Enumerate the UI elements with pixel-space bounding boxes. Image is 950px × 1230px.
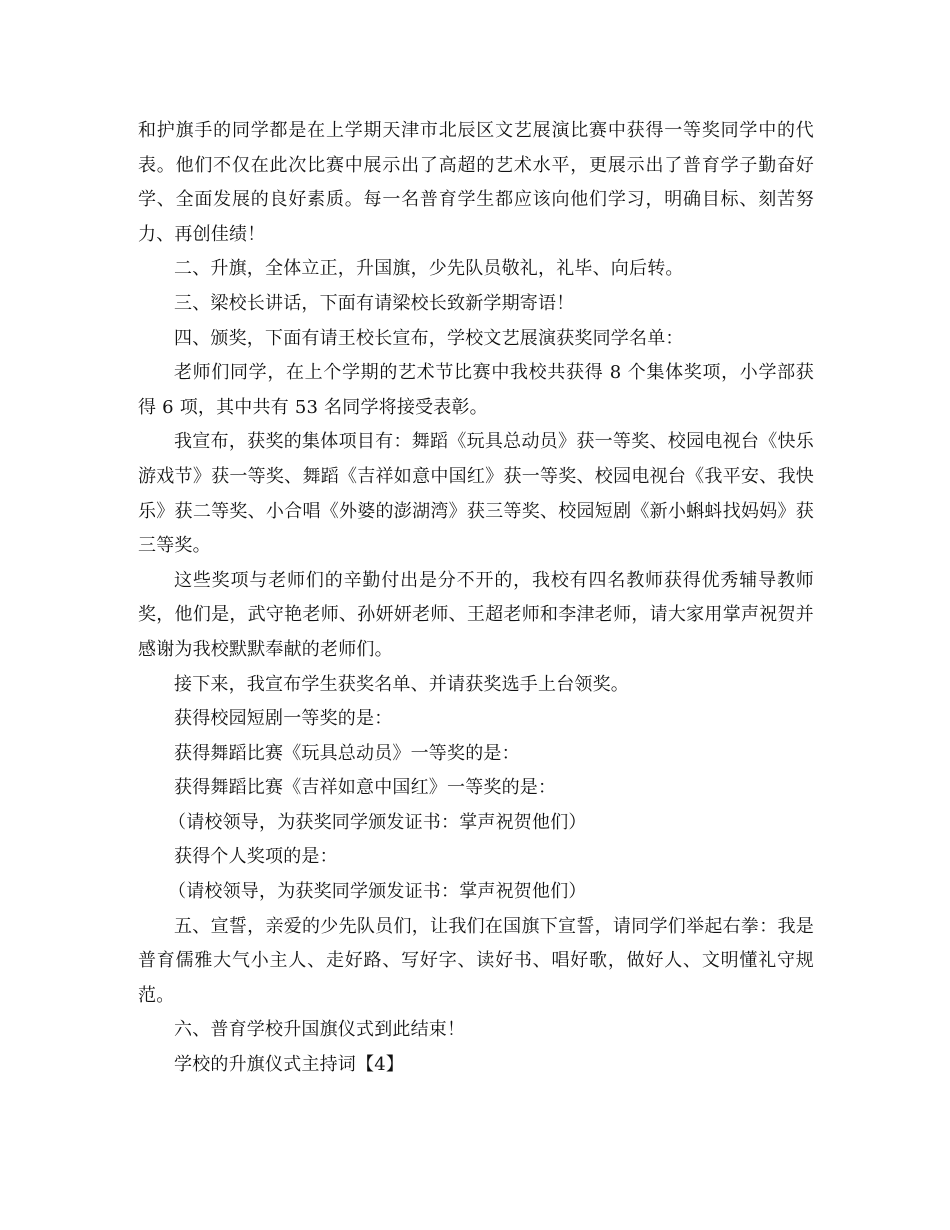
paragraph-section-title: 学校的升旗仪式主持词【4】	[174, 1054, 405, 1076]
paragraph-ceremony-end: 六、普育学校升国旗仪式到此结束！	[174, 1019, 466, 1041]
paragraph-award-summary: 老师们同学，在上个学期的艺术节比赛中我校共获得 8 个集体奖项，小学部获得 6 项，其中共有 53 名同学将接受表彰。	[138, 362, 814, 418]
document-body	[138, 114, 814, 1083]
paragraph-student-awards-intro: 接下来，我宣布学生获奖名单、并请获奖选手上台领奖。	[174, 673, 629, 695]
paragraph-teacher-awards: 这些奖项与老师们的辛勤付出是分不开的，我校有四名教师获得优秀辅导教师奖，他们是，武守艳老师、孙妍妍老师、王超老师和李津老师，请大家用掌声祝贺并感谢为我校默默奉献的老师们。	[138, 569, 814, 660]
paragraph-dance-award-2: 获得舞蹈比赛《吉祥如意中国红》一等奖的是：	[174, 777, 557, 799]
paragraph-certificate-note-1: （请校领导，为获奖同学颁发证书：掌声祝贺他们）	[168, 811, 587, 833]
paragraph-award-representatives: 和护旗手的同学都是在上学期天津市北辰区文艺展演比赛中获得一等奖同学中的代表。他们不仅在此次比赛中展示出了高超的艺术水平，更展示出了普育学子勤奋好学、全面发展的良好素质。每一名普育学生都应该向他们学习，明确目标、刻苦努力、再创佳绩！	[138, 120, 814, 245]
paragraph-oath: 五、宣誓，亲爱的少先队员们，让我们在国旗下宣誓，请同学们举起右拳：我是普育儒雅大气小主人、走好路、写好字、读好书、唱好歌，做好人、文明懂礼守规范。	[138, 915, 814, 1006]
paragraph-drama-award: 获得校园短剧一等奖的是：	[174, 708, 393, 730]
paragraph-award-ceremony: 四、颁奖，下面有请王校长宣布，学校文艺展演获奖同学名单：	[174, 327, 684, 349]
paragraph-certificate-note-2: （请校领导，为获奖同学颁发证书：掌声祝贺他们）	[168, 881, 587, 903]
paragraph-dance-award-1: 获得舞蹈比赛《玩具总动员》一等奖的是：	[174, 742, 520, 764]
paragraph-principal-speech: 三、梁校长讲话，下面有请梁校长致新学期寄语！	[174, 292, 575, 314]
paragraph-individual-awards: 获得个人奖项的是：	[174, 846, 338, 868]
paragraph-group-awards: 我宣布，获奖的集体项目有：舞蹈《玩具总动员》获一等奖、校园电视台《快乐游戏节》获一等奖、舞蹈《吉祥如意中国红》获一等奖、校园电视台《我平安、我快乐》获二等奖、小合唱《外婆的澎湖湾》获三等奖、校园短剧《新小蝌蚪找妈妈》获三等奖。	[138, 431, 814, 557]
paragraph-flag-raising: 二、升旗，全体立正，升国旗，少先队员敬礼，礼毕、向后转。	[174, 258, 684, 280]
